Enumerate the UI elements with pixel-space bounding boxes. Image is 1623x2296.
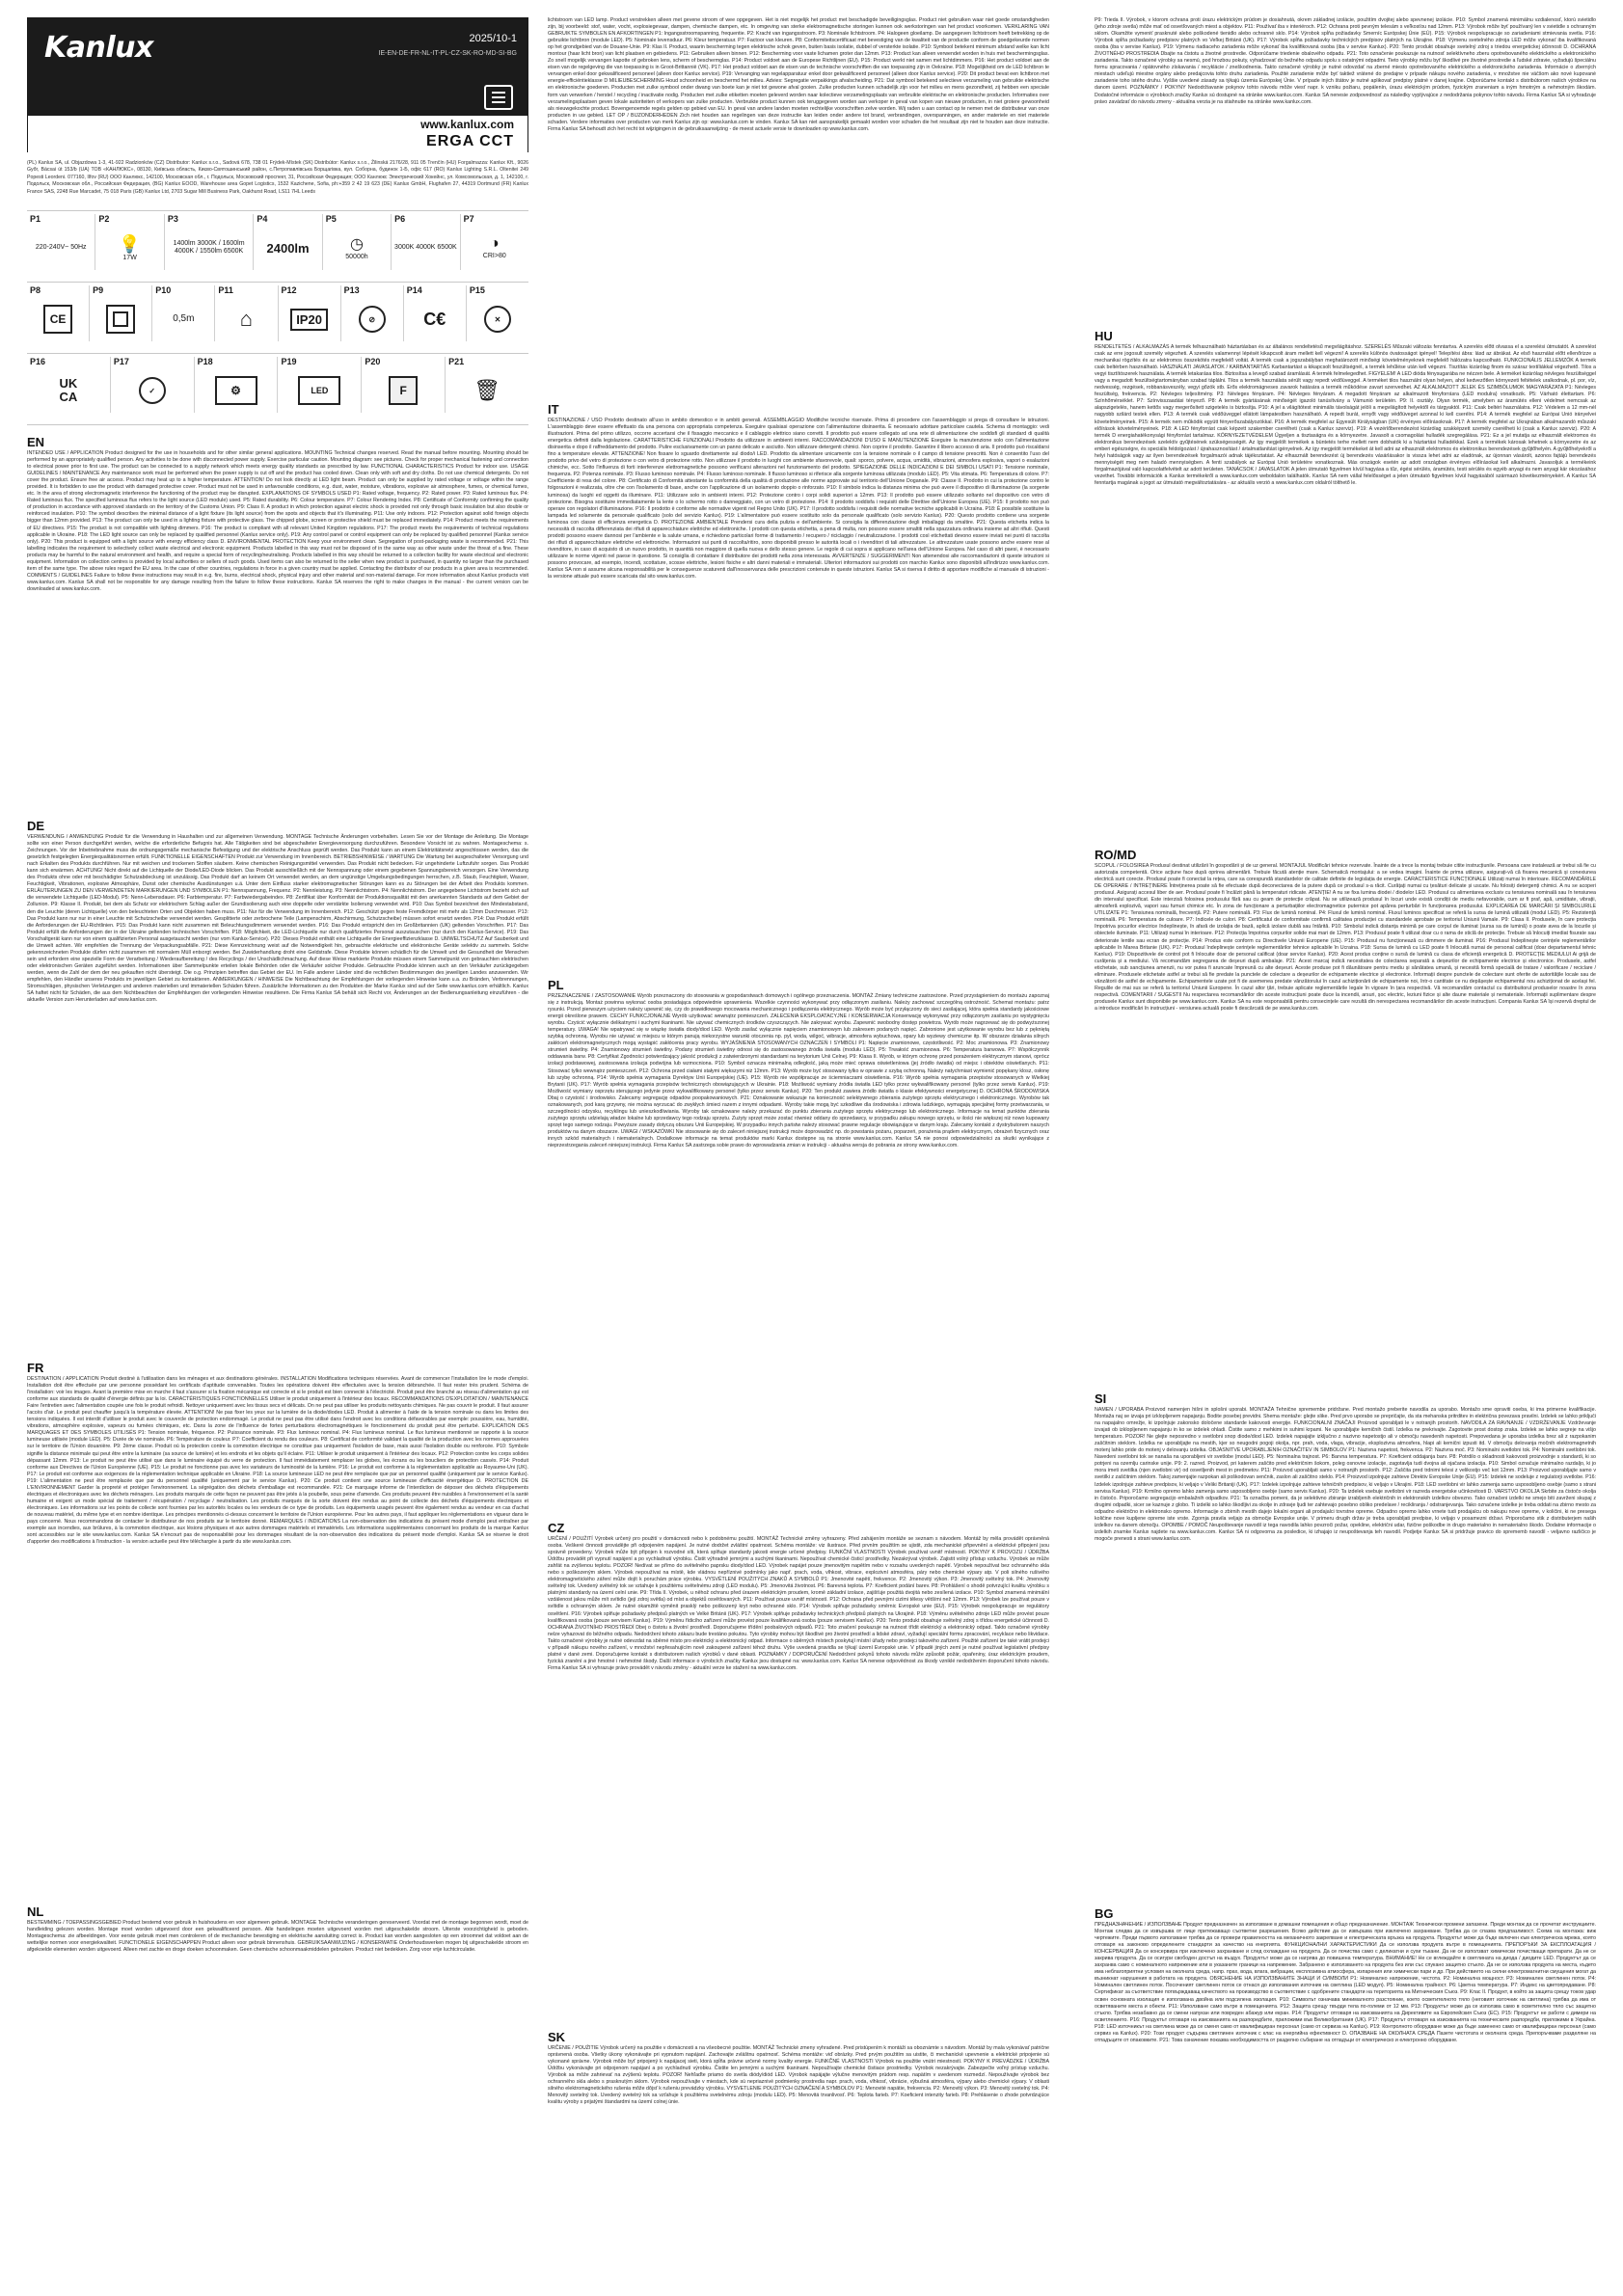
section-text: URČENIE / POUŽITIE Výrobok určený na použitie v domácnosti a na všeobecné použitie. MONTÁŽ Technické zmeny vyhradené. Pred pristúpením k montáži sa oboznámte s návodom. Montáž by mala vykonávať patrične oprávnená osoba. Všetky úkony vykonávajte pri vypnutom napájaní. Zachovajte zvláštnu opatrnosť. Schéma montáže: viď obrázky. Pred prvým použitím sa uistite, či mechanické upevnenie a elektrické pripojenie sú vykonané správne. Výrobok môže byť pripojený k napájacej sieti, ktorá spĺňa právne určené normy kvality energie. FUNKČNÉ VLASTNOSTI Výrobok na použitie vnútri miestností. POKYNY K PREVÁDZKE / ÚDRŽBA Údržbu vykonávajte pri odpojenom napájaní a po vychladnutí výrobku. Čistite len jemnými a suchými tkaninami. Nepoužívajte chemické čistiace prostriedky. Výrobok nezakrývajte. Zabezpečte voľný prístup vzduchu. Výrobok sa môže zahrievať na zvýšenú teplotu. POZOR! Nehľaďte priamo do svetla diódy/diód LED. Výrobok napájajte výlučne menovitým prúdom resp. napätím v uvedenom rozmedzí. Nepoužívajte výrobok bez ochranného skla alebo s prasknutým sklom. Výrobok nepoužívajte v miestach, kde sú nepriaznivé podmienky prostredia napr. prach, voda, vlhkosť, vibrácie, výbušná atmosféra, výpary alebo chemické výpary. V oblasti silného elektromagnetického rušenia môže dôjsť k rušeniu prevádzky výrobku. VYSVETLENIE POUŽITÝCH OZNAČENÍ A SYMBOLOV P1: Menovité napätie, frekvencia. P2: Menovitý výkon. P3: Menovitý svetelný tok. P4: Menovitý svetelný tok. Uvedený svetelný tok sa vzťahuje k použitému svetelnému zdroju (modulu LED). P5: Menovitá trvanlivosť. P6: Teplota farieb. P7: Koeficient intenzity farieb. P8: Prehlásenie o zhode potvrdzujúce kvalitu výroby s prijatými štandardmi na území colnej únie. [548,2045,1049,2106]
pictogram-row-2 [27,285,528,341]
voltage-text: 220-240V~ 50Hz [35,244,87,251]
section-text: ПРЕДНАЗНАЧЕНИЕ / ИЗПОЛЗВАНЕ Продукт предназначен за използване в домашни помещения и общо предназначение. МОНТАЖ Технически промени запазени. Преди монтаж да се прочетат инструкциите. Монтаж следва да се извършва от лице притежаващо съответни разрешения. Всяко действие да се извършва при изключено захранване. Трябва да се спазва предпазливост. Схема на монтажа: виж чертежите. Преди първото използване трябва да се провери правилността на механичното закрепване и електрическата връзка на продукта. Продуктът може да бъде включен към електрическа мрежа, която отговаря на законово определените стандарти за качество на енергията. ФУНКЦИОНАЛНИ ХАРАКТЕРИСТИКИ Да се използва продукта вътре в помещенията. ПРЕПОРЪКИ ЗА ЕКСПЛОАТАЦИЯ / КОНСЕРВАЦИЯ Да се консервира при изключено захранване и след охлаждане на продукта. Да се почиства само с деликатни и сухи тъкани. Да не се използват химически почистващи препарати. Да не се закрива продукта. Да се осигури свободен достъп на въздух. Продуктът може да се нагрява до повишена температура. ВНИМАНИЕ! Не се вглеждайте в светлината на диода / диодите LED. Продуктът да се захранва само с номиналното напрежение или в указаните граници на напрежение. Забранено е използването на продукта без или със спукано защитно стъкло. Да не се използва продукта на места, където има неблагоприятни условия на околната среда, напр. прах, вода, влага, вибрации, експлозивна атмосфера, изпарения или химически пари и др. При действието на силни електромагнитни смущения могат да възникнат нарушения в работата на продукта. ОБЯСНЕНИЕ НА ИЗПОЛЗВАНИТЕ ЗНАЦИ И СИМВОЛИ P1: Номинално напрежение, честота. P2: Номинална мощност. P3: Номинален светлинен поток. P4: Номинален светлинен поток. Посоченият светлинен поток се отнася до използвания източник на светлина (LED модул). P5: Номинална трайност. P6: Цветна температура. P7: Индекс на цветопредаване. P8: Сертификат за съответствие потвърждаващ качеството на производство в съответствие с одобрените стандарти на територията на Митническия Съюз. P9: Клас II. Продукт, в който за защита срещу токов удар освен основната изолация е използвана двойна или подсилена изолация. P10: Символът означава минималното разстояние, което осветителното тяло (неговият източник на светлина) трябва да има от осветяваните места и обекти. P11: Използване само вътре в помещенията. P12: Защита срещу твърди тела по-големи от 12 мм. P13: Продуктът може да се използва само в осветително тяло със защитно стъкло. Трябва незабавно да се смени напукан или повреден абажур или екран. P14: Продуктът отговаря на изискванията на Директивите на Европейския Съюз (ЕС). P15: Продуктът не работи с димери на осветлението. P16: Продуктът отговаря на изискванията на разпоредбите, приложими във Великобритания (UK). P17: Продуктът отговаря на изискванията на техническите разпоредби, приложими в Украйна. P18: LED източникът на светлина може да се сменя само от квалифициран персонал (само от сервиза на Kanlux). P19: Контролното оборудване може да бъде заменено само от квалифициран персонал (само сервиз на Kanlux). P20: Този продукт съдържа светлинен източник с клас на енергийна ефективност D. ОПАЗВАНЕ НА ОКОЛНАТА СРЕДА Пазете чистотата и околната среда. Препоръчваме разделяне на отпадъците от опаковките. P21: Това означение показва необходимостта от разделно събиране на отпадъци от електрическо и електронно оборудване. [1095,1922,1596,2043]
pictogram-p5 [323,214,392,270]
divider [27,210,528,211]
header-title-band [27,116,528,152]
section-text: DESTINAZIONE / USO Prodotto destinato all'uso in ambito domestico e in ambiti generali. ASSEMBLAGGIO Modifiche tecniche riservate. Prima di procedere con l'assemblaggio si prega di consultare le istruzioni. L'assemblaggio deve essere effettuato da una persona con appropriata competenza. Eseguire qualsiasi operazione con l'alimentazione disinserita. È necessario adottare particolare cautela. Schema di montaggio: vedi illustrazioni. Prima del primo utilizzo, occorre accertarsi che il fissaggio meccanico e il cablaggio elettrico siano corretti. Il prodotto può essere collegato ad una rete di alimentazione che soddisfi gli standard di qualità energetica definiti dalla legislazione. CARATTERISTICHE FUNZIONALI Prodotto da utilizzare in ambienti interni. RACCOMANDAZIONI D'USO E MANUTENZIONE Eseguire la manutenzione solo con l'alimentazione disinserita e dopo il raffreddamento del prodotto. Pulire esclusivamente con un panno delicato e asciutto. Non utilizzare detergenti chimici. Non coprire il prodotto. Garantire il libero accesso di aria. Il prodotto può riscaldarsi fino a temperature elevate. ATTENZIONE! Non fissare lo sguardo direttamente sul diodo/i LED. Prodotto da alimentare unicamente con la tensione nominale o il campo di tensione prescritti. Non è consentito l'uso del prodotto privo del vetro di protezione o con vetro di protezione rotto. Non utilizzare il prodotto in luoghi con ambiente sfavorevole, quali: sporco, polvere, acqua, umidità, vibrazioni, atmosfera esplosiva, vapori o esalazioni chimiche, ecc. Sotto l'influenza di forti interferenze elettromagnetiche possono verificarsi alterazioni nel funzionamento del prodotto. SPIEGAZIONE DELLE INDICAZIONI E DEI SIMBOLI USATI P1: Tensione nominale, frequenza. P2: Potenza nominale. P3: Flusso luminoso nominale. P4: Flusso luminoso nominale. Il flusso luminoso si riferisce alla sorgente luminosa utilizzata (modulo LED). P5: Vita stimata. P6: Temperatura di colore. P7: Coefficiente di resa del colore. P8: Certificato di Conformità attestante la conformità della qualità di produzione alle norme approvate sul territorio dell'Unione Doganale. P9: Classe II. Prodotto in cui la protezione contro le folgorazioni è realizzata, oltre che con l'isolamento di base, anche con l'applicazione di un isolamento doppio o rinforzato. P10: Il simbolo indica la distanza minima che può avere il dispositivo di illuminazione (la sorgente luminosa) da luoghi ed oggetti da illuminare. P11: Utilizzare solo in ambienti interni. P12: Protezione contro i corpi solidi superiori a 12mm. P13: Il prodotto può essere utilizzato soltanto nel dispositivo con vetro di protezione. Bisogna sostituire immediatamente la lente o lo schermo rotto o danneggiato, con un vetro di protezione. P14: Il prodotto soddisfa i requisiti delle Direttive dell'Unione Europea (UE). P15: Il prodotto non può operare con regolatori d'illuminazione. P16: Il prodotto è conforme alle normative vigenti nel Regno Unito (UK). P17: Il prodotto soddisfa i requisiti delle normative tecniche applicabili in Ucraina. P18: È possibile sostituire la lampada led solamente da personale qualificato (solo del servizio Kanlux). P19: L'alimentatore può essere sostituito solo da personale qualificato (solo servizio Kanlux). P20: Questo prodotto contiene una sorgente luminosa con classe di efficienza energetica D. PROTEZIONE AMBIENTALE Prendersi cura della pulizia e dell'ambiente. Si consiglia la differenziazione degli imballaggi da smaltire. P21: Questa etichetta indica la necessità di raccolta differenziata dei rifiuti di apparecchiature elettriche ed elettroniche. I prodotti con questa etichetta, a pena di multa, non possono essere smaltiti nella spazzatura ordinaria insieme ad altri rifiuti. Questi prodotti possono essere dannosi per l'ambiente e la salute umana, e richiedono particolari forme di trattamento / recupero / riciclaggio / neutralizzazione. I prodotti così etichettati devono essere inviati nei punti di raccolta dei rifiuti di apparecchiature elettriche ed elettroniche. Informazioni sui punti di raccolta/ritiro, sono disponibili presso le autorità locali o i rivenditori di tali attrezzature. Le attrezzature usate possono anche essere rese al rivenditore, in caso di acquisto di un nuovo prodotto, in quantità non maggiore di quella nuova e dello stesso genere. Le regole di cui sopra si applicano nell'area dell'Unione Europea. Nel caso di altri paesi, è necessario utilizzare le norme vigenti nel paese in questione. Si consiglia di contattare il distributore dei prodotti nella zona interessata. AVVERTENZE / SUGGERIMENTI Non attenendosi alle raccomandazioni di queste istruzioni si possono provocare, ad esempio, incendi, scottature, scosse elettriche, lesioni fisiche e altri danni materiali e immateriali. Ulteriori informazioni sui prodotti con marchio Kanlux sono disponibili all'indirizzo www.kanlux.com. Kanlux SA non si assume alcuna responsabilità per le conseguenze scaturenti dall'inosservanza delle prescrizioni contenute in queste istruzioni. Kanlux SA si riserva il diritto di apportare modifiche al manuale di istruzioni - la versione attuale può essere scaricata dal sito www.kanlux.com. [548,418,1049,581]
section-text: P9: Trieda II. Výrobok, v ktorom ochrana proti úrazu elektrickým prúdom je dosiahnutá, okrem základnej izolácie, použitím dvojitej alebo spevnenej izolácie. P10: Symbol znamená minimálnu vzdialenosť, ktorú svietidlo (jeho zdroje svetla) môže mať od osvetľovaných miest a objektov. P11: Používať iba v interiéroch. P12: Ochrana proti pevným telesám s veľkosťou nad 12mm. P13: Výrobok môže byť používaný len v svietidle s ochranným sklom. Okamžite vymeniť prasknuté alebo poškodené tienidlo alebo ochranné sklo. P14: Výrobok spĺňa požiadavky Smerníc Európskej Únie (EÚ). P15: Výrobok nespolupracuje so zariadeniami stmievania svetla. P16: Výrobok spĺňa požiadavky predpisov platných vo Veľkej Británii (UK). P17: Výrobok spĺňa požiadavky technických predpisov platných na Ukrajine. P18: Výmenu svetelného zdroja LED môže vykonať iba kvalifikovaná osoba (iba v servise Kanlux). P19: Výmenu riadiaceho zariadenia môže vykonať iba kvalifikovaná osoba (iba v servise Kanlux). P20: Tento produkt obsahuje svetelný zdroj s triedou energetickej účinnosti D. OCHRANA ŽIVOTNÉHO PROSTREDIA Dbajte na čistotu a životné prostredie. Odporúčame triedenie obalového odpadu. P21: Toto označenie poukazuje na nutnosť selektívneho zberu opotrebovaného elektrického a elektronického zariadenia. Takto označené výrobky sa nesmú, pod hrozbou pokuty, vyhadzovať do bežného odpadu spolu s ostatnými odpadmi. Tieto výrobky môžu byť škodlivé pre životné prostredie a ľudské zdravie, vyžadujú špeciálnu formu spracovania / opätovného získavania / recyklácie / zneškodnenia. Takto označené výrobky je nutné odovzdať na zberné miesto opotrebovaného elektrického a elektronického zariadenia. Informácie o zberných miestach udeľujú miestne orgány alebo predajcovia tohto druhu zariadenia. Použité zariadenie môže byť taktiež vrátené do predajne v prípade nákupu nového zariadenia, v množstve nie väčšom ako nové kupované zariadenie toho istého druhu. Vyššie uvedené zásady sa týkajú územia Európskej Únie. V prípade iných štátov je nutné aplikovať predpisy platné v danej krajine. Odporúčame kontakt s distribútorom našich výrobkov na danom území. POZNÁMKY / POKYNY Nedodržiavanie pokynov tohto návodu môže viesť napr. k vzniku požiaru, popálenín, úrazu elektrickým prúdom, fyzickým zraneniam a iným hmotným a nehmotným škodám. Dodatočné informácie o výrobkoch značky Kanlux sú dostupné na stránke www.kanlux.com. Kanlux SA nenesie zodpovednosť za následky vyplývajúce z nedodržania pokynov tohto návodu. Firma Kanlux SA si vyhradzuje právo zavádzať do návodu zmeny - aktuálna verzia je na stiahnutie na stránke www.kanlux.com. [1095,17,1596,105]
section-cz [548,1522,1049,1672]
class-ii-icon [106,305,135,334]
power-text: 17W [122,254,137,261]
section-pl [548,979,1049,1149]
ce-mark-icon: C€ [423,309,446,329]
pictogram-p19 [278,357,362,413]
document-code-sub: IE-EN-DE-FR-NL-IT-PL-CZ-SK-RO-MD-SI-BG [378,50,517,57]
no-dimmer-icon: ✕ [484,306,511,333]
language-heading: SK [548,2030,566,2044]
pictogram-p16 [27,357,111,413]
pictogram-p20 [362,357,446,413]
ukraine-conformity-icon: ✓ [139,377,166,404]
pictogram-code: P1 [30,214,41,224]
language-heading: FR [27,1361,44,1375]
pictogram-p10 [152,285,215,341]
pictogram-code: P9 [93,285,104,295]
language-heading: DE [27,819,45,833]
section-text: RENDELTETÉS / ALKALMAZÁS A termék felhasználható háztartásban és az általános rendeltetésű megvilágításhoz. SZERELÉS Műszaki változás fenntartva. A szerelés előtt olvassa el a szerelési útmutatót. A szerelést csak az erre jogosult személy végezheti. A szerelés valamennyi lépését kikapcsolt áram mellett kell végezni! A szerelés különös óvatosságot igényel! Telepítési ábra: lásd az ábrákat. Az első használat előtt ellenőrizze a mechanikai rögzítés és az elektromos összekötés megfelelő voltát. A termék csak a jogszabályban meghatározott minőségi követelményeknek megfelelő hálózatra kapcsolható. FUNKCIONÁLIS JELLEMZŐK A termék csak beltérben használható. HASZNÁLATI JAVASLATOK / KARBANTARTÁS Karbantartást a kikapcsolt feszültségnél, a termék lehűlése után kell végezni. Tisztítás kizárólag finom és száraz textíliákkal végezhető. Tilos a vegyi tisztítószerek használata. A termék letakarása tilos. Biztosítsa a levegő szabad áramlását. A termék felmelegedhet. FIGYELEM! A LED dióda fénysugarába ne nézzen bele. A terméket kizárólag névleges feszültséggel vagy a megadott feszültségtartományban szabad táplálni. Tilos a termék használata sérült vagy repedt védőüveggel. A terméket tilos használni olyan helyen, ahol kedvezőtlen környezeti feltételek uralkodnak, pl. por, víz, nedvesség, rezgések, robbanásveszély, vegyi gőzök stb. Erős elektromágneses zavarok hatására a termék működése zavart szenvedhet. AZ ALKALMAZOTT JELEK ÉS SZIMBÓLUMOK MAGYARÁZATA P1: Névleges feszültség, frekvencia. P2: Névleges teljesítmény. P3: Névleges fényáram. P4: Névleges fényáram. A megadott fényáram az alkalmazott fényforrásra (LED modulra) vonatkozik. P5: Várható élettartam. P6: Színhőmérséklet. P7: Színvisszaadási tényező. P8: A termék gyártásának minőségét igazoló tanúsítvány a Vámunió területén. P9: II. osztály. Olyan termék, amelyben az áramütés elleni védelmet nemcsak az alapszigetelés, hanem kettős vagy megerősített szigetelés is biztosítja. P10: A jel a világítótest minimális távolságát jelöli a megvilágított helyektől és tárgyaktól. P11: Csak beltéri használatra. P12: Védelem a 12 mm-nél nagyobb szilárd testek ellen. P13: A termék csak védőüveggel ellátott lámpatestben használható. A repedt burát, ernyőt vagy védőüveget azonnal ki kell cserélni. P14: A termék megfelel az Európai Unió irányelvei követelményeinek. P15: A termék nem működik együtt fényerőszabályozókkal. P16: A termék megfelel az Egyesült Királyságban (UK) érvényes előírásoknak. P17: A termék megfelel az Ukrajnában alkalmazandó műszaki előírások követelményeinek. P18: A LED fényforrást csak képzett szakember cserélheti (csak a Kanlux szerviz). P19: A vezérlőberendezést kizárólag szakképzett személy cserélheti ki (csak a Kanlux szerviz). P20: A termék D energiahatékonysági fényforrást tartalmaz. KÖRNYEZETVÉDELEM Ügyeljen a tisztaságra és a környezetre. Javasolt a csomagolási hulladék szegregálása. P21: Ez a jel mutatja az elhasznált elektromos és elektronikus berendezések szelektív gyűjtésének szükségességét. Az így megjelölt termékek a büntetés terhe mellett nem dobhatók ki a háztartási hulladékkal. Ezek a termékek károsak lehetnek a környezetre és az emberi egészségre, és speciális feldolgozást / újrahasznosítást / ártalmatlanítást igényelnek. Az így megjelölt termékeket át kell adni az elhasznált elektromos és elektronikus berendezések gyűjtőhelyén. A gyűjtőhelyekről a helyi hatóságok vagy az ilyen berendezések forgalmazói adnak tájékoztatást. Az elhasznált berendezést új berendezés vásárlásakor is vissza lehet adni az eladónak, az újonnan vásárolt, azonos fajtájú berendezés mennyiségét meg nem haladó mennyiségben. A fenti szabályok az Európai Unió területére vonatkoznak. Más országok esetén az adott országban érvényes előírásokat kell alkalmazni. Javasoljuk a termékeink forgalmazójával való kapcsolatfelvételt az adott területen. TANÁCSOK / JAVASLATOK A jelen útmutató figyelmen kívül hagyása a tűz, égési sérülés, áramütés, testi sérülés és egyéb anyagi és nem anyagi kár okozásához vezethet. További információk a Kanlux termékekről a www.kanlux.com weboldalon találhatók. Kanlux SA nem vállal felelősséget a jelen útmutató figyelmen kívül hagyásából származó következményekért. A Kanlux SA fenntartja magának a jogot az útmutató megváltoztatására - az aktuális verzió a www.kanlux.com oldalról tölthető le. [1095,344,1596,486]
pictogram-code: P11 [218,285,233,295]
section-text: BESTEMMING / TOEPASSINGSGEBIED Product bestemd voor gebruik in huishoudens en voor algemeen gebruik. MONTAGE Technische veranderingen gereserveerd. Voordat met de montage begonnen wordt, moet de handleiding gelezen worden. Montage moet worden uitgevoerd door een gekwalificeerd persoon. Alle handelingen moeten uitgevoerd worden met uitgeschakelde stroom. Uiterste voorzichtigheid is geboden. Montageschema: zie afbeeldingen. Voor eerste gebruik moet men controleren of de mechanische bevestiging en elektrische aansluiting correct is. Product kan worden aangesloten op een stroomnet dat voldoet aan de wettelijke normen voor energiekwaliteit. FUNCTIONELE EIGENSCHAPPEN Product alleen voor gebruik binnenshuis. GEBRUIKSAANWIJZING / KONSERWATIE Onderhoudswerken mogen bij uitgeschakelde stroom en afgekoelde elementen worden uitgevoerd. Alleen met zachte en droge doeken schoonmaken. Geen chemische schoonmaakmiddelen gebruiken. Product niet bedekken. Zorg voor vrije luchtcirculatie. [27,1920,528,1954]
section-de [27,820,528,1004]
ip-rating-icon: IP20 [290,309,328,331]
pictogram-p9 [90,285,152,341]
product-name: ERGA CCT [426,133,514,149]
pictogram-code: P18 [197,357,213,366]
pictogram-code: P19 [281,357,297,366]
document-code [379,33,518,57]
section-en [27,436,528,593]
language-heading: SI [1095,1391,1107,1406]
indoor-house-icon: ⌂ [239,307,254,331]
control-gear-icon: LED [298,376,340,405]
brand-logo: Kanlux [44,31,153,65]
pictogram-p8 [27,285,90,341]
pictogram-p6 [392,214,460,270]
language-heading: PL [548,978,564,992]
website-link[interactable]: www.kanlux.com [420,118,514,131]
pictogram-code: P12 [281,285,297,295]
pictogram-p2 [95,214,164,270]
energy-class-icon: F [389,376,418,405]
pictogram-code: P4 [257,214,268,224]
header-banner [27,17,528,152]
pictogram-code: P5 [325,214,337,224]
section-text: lichtstroom van LED lamp. Product verstrekken alleen met gevene stroom of wee opgegeven. Het is niet mogelijk het product met beschadigde beveiligingsglas. Product niet gebruiken waar niet goede omstandigheden zijn, bij voorbeeld: stof, water, vocht, explosiegevaar, dampen, chemische dampen, etc. In omgeving van sterke elektromagnetische storingen kunnen ook werkstoringen van het product voorkomen. VERKLARING VAN GEBRUIKTE SYMBOLEN EN AFKORTINGEN P1: Ingangsstroomspanning, frequentie. P2: Kracht van ingangsstroom. P3: Nominale lichtstroom. P4: Halogeen gloeilamp. De aangegeven lichtstroom heeft betrekking op de gebruikte lichtbron (module LED). P5: Nominale levensduur. P6: Kleur temperatuur. P7: Factoor van kleuren. P8: Conformiteitscertificaat met bevestiging van de kwaliteit van de productie conform de goedgekeurde normen op het grondgebied van de Douane-Unie. P9: Klas II. Product, waarin bescherming tegen elektrische schok geven, buiten basis isolatie, dubbel of versterkte isolatie. P10: Symbool betekent minimum afstand welke kan licht montour (haar licht bron) van licht plaatsen en gebiedens. P11: Gebruiken alleen binnen. P12: Bescherming voor vaste lichamen groter dan 12mm. P13: Product kan alleen verwendet worden in huis met beschermingsglas. Zo snell mogelijk vervangen kapotte of gebroken lens, scherm of beschermglas. P14: Product voldoet aan de Europese Richtlijnen (EU). P15: Product werkt niet samen met lichtdimmers. P16: Het product voldoet aan de eisen van de regelgeving die van toepassing is in Groot-Brittannië (VK). P17: Het product voldoet aan de eisen van de technische voorschriften die van toepassing zijn in Oekraïne. P18: Mogelijkheid om de LED lichtbron te vervangen enkel door gekwalificeerd personeel (alleen door Kanlux service). P19: Vervanging van regelapparatuur enkel door gekwalificeerd personeel (alleen door Kanlux service). P20: Dit product bevat een lichtbron met energie-efficiëntieklasse D MILIEUBESCHERMING Houd schoonheid en beschermd het milieu. Advies: Segregatie verpakkings afvalscheiding. P21: Dat symbool betekend selectieve verzameling van gebruikte elektrische en elektronische goederen. Producten met zulke symbool onder dwang van boete kan je niet tot gewone afval gooien. Zulke producten kunnen schadelijk zijn voor het milieu en mens gezondheid, zij hebben een speciale form van verwerken / herstel / recycling / inactivatie nodig. Producten met zulke etiketten moeten geleverd worden naar kolectieve verzamelingsplaats van verbruikte elektrische en elektronische producten. Informaties over verzamelingsplaatsen geven lokale autoriteiten of verkopers van zulke producten. Verbruikte product kunnen ook teruggegeven worden aan verkoper in geval van kopen van nieuwe producten, in niet grotere gewoonheid als nieuwgekochte product. Bovengenoemde regels gelden op gebied van EU. In geval van andere landen moeten rechtelijke voorschriften zelve worden. Wij raden u aan contact op te nemen met de distributeur van onze producten in uw gebied. LET OP / BIJZONDERHEDEN Zich niet houden aan regelingen van deze instructie kan leiden onder andere tot brand, verbrandingen, overspanningen, en ander materiele en niet materiele schaden. Verdere informaties over producten van merk Kanlux zijn op: www.kanlux.com te vinden. Kanlux SA kan niet aansprakelijk gemaakt worden voor schaden die het resultaat zijn niet te houden aan deze instructie. Firma Kanlux SA behoudt zich het recht tot wijzigingen in de gebruiksaanwijzing - de meest actuele versie te downloaden op www.kanlux.com. [548,17,1049,132]
lifetime-text: 50000h [345,254,368,260]
pictogram-row-3 [27,357,528,413]
manual-icon [484,85,513,110]
color-wheel-icon: ◑ [489,235,500,252]
pictogram-p17 [111,357,195,413]
pictogram-code: P14 [406,285,422,295]
section-text: INTENDED USE / APPLICATION Product designed for the use in households and for other similar general applications. MOUNTING Technical changes reserved. Read the manual before mounting. Mounting should be performed by an appropriately qualified person. Any activities to be done with disconnected power supply. Exercise particular caution. Mounting diagram: see pictures. Check for proper mechanical fastening and connection to electrical power prior to first use. The product can be connected to a supply network which meets energy quality standards as prescribed by law. FUNCTIONAL CHARACTERISTICS Product for indoor use. USAGE GUIDELINES / MAINTENANCE Any maintenance work must be performed when the power supply is cut off and the product has cooled down. Clean only with soft and dry cloths. Do not use chemical detergents. Do not cover the product. Ensure free air access. Product may heat up to a higher temperature. ATTENTION! Do not look directly at LED light beam. Product can only be supplied by rated voltage or voltage within the range provided. It is forbidden to use the product with damaged protective cover. Product must not be used in unfavourable conditions, e.g. dust, water, moisture, vibrations, explosive air atmosphere, fumes, or chemical fumes, etc. In the area of strong electromagnetic interference the functioning of the product may be disrupted. EXPLANATIONS OF SYMBOLS USED P1: Rated voltage, frequency. P2: Rated power. P3: Rated luminous flux. P4: Rated luminous flux. The specified luminous flux refers to the light source (LED module) used. P5: Rated durability. P6: Colour temperature. P7: Colour Rendering Index. P8: Certificate of Conformity confirming the quality of production in accordance with approved standards on the territory of the Customs Union. P9: Class II. A product in which protection against electric shock is provided not only through basic insulation but also double or reinforced insulation. P10: The symbol describes the minimal distance of a light fixture (its light source) from the spots and objects that it's illuminating. P11: Use only indoors. P12: Protection against solid foreign objects bigger than 12mm provided. P13: The product can only be used in a lighting fixture with protective glass. The chipped globe, screen or protective shield must be replaced immediately. P14: Product meets the requirements of EU directives. P15: The product is not compatible with lighting dimmers. P16: The product is compliant with all relevant United Kingdom regulations. P17: The product meets the requirements of technical regulations applicable in Ukraine. P18: The LED light source can only be replaced by qualified personnel (Kanlux service only). P19: Any control panel or control equipment can only be replaced by qualified personnel (Kanlux service only). P20: This product is equipped with a light source with energy efficiency class D. ENVIRONMENTAL PROTECTION Keep your environment clean. Segregation of post-packaging waste is recommended. P21: This labelling indicates the requirement to selectively collect waste electrical and electronic equipment. Products labelled in this way must not be disposed of in the same way as other waste under the threat of a fine. These products may be harmful to the natural environment and health, and require a special form of recycling/neutralising. Products labelled in this way should be returned to a collection facility for waste electrical and electronic equipment. Information on collection centres is provided by local authorities or sellers of such goods. Used items can also be returned to the seller when new product is purchased, in quantity no larger than the purchased item of the same type. The above rules regard the EU area. In the case of other countries, regulations in force in a given country must be applied. Contacting the distributor of our products in a given area is recommended. COMMENTS / GUIDELINES Failure to follow these instructions may result in e.g. fire, burns, electrical shock, physical injury and other material and non-material damage. For more information about Kanlux products visit www.kanlux.com. Kanlux SA shall not be responsible for any damage resulting from the failure to follow these instructions. Kanlux SA reserves the right to make changes in the manual - the current version can be downloaded at www.kanlux.com. [27,450,528,592]
language-heading: BG [1095,1906,1114,1921]
language-heading: NL [27,1904,44,1919]
section-text: PRZEZNACZENIE / ZASTOSOWANIE Wyrób przeznaczony do stosowania w gospodarstwach domowych i ogólnego przeznaczenia. MONTAŻ Zmiany techniczne zastrzeżone. Przed przystąpieniem do montażu zapoznaj się z instrukcją. Montaż powinna wykonać osoba posiadająca odpowiednie uprawnienia. Wszelkie czynności wykonywać przy odłączonym zasilaniu. Należy zachować szczególną ostrożność. Schemat montażu: patrz rysunki. Przed pierwszym użyciem należy upewnić się, czy do prawidłowego mocowania mechanicznego i podłączenia elektrycznego. Wyrób może być przyłączony do sieci zasilającej, która spełnia standardy jakościowe energii określone prawem. CECHY FUNKCJONALNE Wyrób użytkować wewnątrz pomieszczeń. ZALECENIA EKSPLOATACYJNE / KONSERWACJA Konserwację wykonywać przy odłączonym zasilaniu po wystygnięciu wyrobu. Czyścić wyłącznie delikatnymi i suchymi tkaninami. Nie używać chemicznych środków czyszczących. Nie zakrywać wyrobu. Zapewnić swobodny dostęp powietrza. Wyrób może nagrzewać się do podwyższonej temperatury. UWAGA! Nie wpatrywać się w wiązkę światła diody/diod LED. Wyrób zasilać wyłącznie napięciem znamionowym lub zakresem podanych napięć. Zabronione jest użytkowanie wyrobu bez lub z pękniętą szybką ochronną. Wyrobu nie używać w miejscu w którym panują niekorzystne warunki otoczenia np. pył, woda, wilgoć, wibracje, atmosfera wybuchowa, opary lub wyziewy chemiczne itp. W obszarze działania silnych zakłóceń elektromagnetycznych mogą wystąpić zakłócenia pracy wyrobu. WYJAŚNIENIA STOSOWANYCH OZNACZEŃ I SYMBOLI P1: Napięcie znamionowe, częstotliwość. P2: Moc znamionowa. P3: Znamionowy strumień świetlny. P4: Znamionowy strumień świetlny. Podany strumień świetlny odnosi się do zastosowanego źródła światła (modułu LED). P5: Trwałość znamionowa. P6: Temperatura barwowa. P7: Współczynnik oddawania barw. P8: Certyfikat Zgodności potwierdzający jakość produkcji z zatwierdzonymi standardami na terytorium Unii Celnej. P9: Klasa II. Wyrób, w którym ochronę przed porażeniem elektrycznym stanowi, oprócz izolacji podstawowej, zastosowana izolacja podwójna lub wzmocniona. P10: Symbol oznacza minimalną odległość, jaką może mieć oprawa oświetleniowa (jej źródło światła) od miejsc i obiektów oświetlanych. P11: Stosować tylko wewnątrz pomieszczeń. P12: Ochrona przed ciałami stałymi większymi niż 12mm. P13: Wyrób może być stosowany tylko w oprawie z szybą ochronną. Należy natychmiast wymienić popękany klosz, osłonę lub szybę ochronną. P14: Wyrób spełnia wymagania Dyrektyw Unii Europejskiej (UE). P15: Wyrób nie współpracuje ze ściemniaczami oświetlenia. P16: Wyrób spełnia wymagania przepisów stosowanych w Wielkiej Brytanii (UK). P17: Wyrób spełnia wymagania przepisów technicznych obowiązujących w Ukrainie. P18: Możliwość wymiany źródła światła LED tylko przez wykwalifikowany personel (tylko przez serwis Kanlux). P19: Możliwość wymiany osprzętu sterującego jedynie przez wykwalifikowany personel (tylko przez serwis Kanlux). P20: Ten produkt zawiera źródło światła o klasie efektywności energetycznej D. OCHRONA ŚRODOWISKA Dbaj o czystość i środowisko. Zalecamy segregację odpadów poopakowaniowych. P21: Oznakowanie wskazuje na konieczność selektywnego zbierania zużytego sprzętu elektrycznego i elektronicznego. Wyrobów tak oznakowanych, pod karą grzywny, nie można wyrzucać do zwykłych śmieci razem z innymi odpadami. Wyroby takie mogą być szkodliwe dla środowiska i zdrowia ludzkiego, wymagają specjalnej formy przetwarzania, w szczególności odzysku, recyklingu lub unieszkodliwiania. Wyroby tak oznakowane należy przekazać do punktu zbierania zużytego sprzętu elektrycznego lub elektronicznego. Informacje na temat punktów zbierania zużytego sprzętu udzielają władze lokalne lub sprzedawcy tego rodzaju sprzętu. Zużyty sprzęt może zostać również oddany do sprzedawcy, w przypadku zakupu nowego sprzętu, w ilości nie większej niż nowo kupowany sprzęt tego samego rodzaju. Powyższe zasady dotyczą obszaru Unii Europejskiej. W przypadku innych państw należy stosować prawne regulacje obowiązujące w danym kraju. Zalecamy kontakt z dystrybutorem naszych produktów na danym obszarze. UWAGI / WSKAZÓWKI Nie stosowanie się do zaleceń niniejszej instrukcji może doprowadzić np. do powstania pożaru, poparzeń, porażenia prądem elektrycznym, obrażeń fizycznych oraz innych szkód materialnych i niematerialnych. Dodatkowe informacje na temat produktów marki Kanlux dostępne są na stronie www.kanlux.com. Kanlux SA nie ponosi odpowiedzialności za skutki wynikające z nieprzestrzegania zaleceń niniejszej instrukcji. Firma Kanlux SA zastrzega sobie prawo do wprowadzania zmian w instrukcji - aktualna wersja do pobrania ze strony www.kanlux.com. [548,993,1049,1149]
divider [27,424,528,425]
pictogram-code: P7 [463,214,474,224]
pictogram-code: P8 [30,285,41,295]
pictogram-code: P20 [365,357,381,366]
section-nl [27,1905,528,1954]
pictogram-p11 [215,285,278,341]
certificate-icon: CE [43,305,72,334]
divider [27,353,528,354]
section-nl-continued [548,17,1049,133]
pictogram-p3 [165,214,255,270]
divider [27,282,528,283]
pictogram-p1 [27,214,95,270]
pictogram-code: P17 [113,357,129,366]
pictogram-code: P13 [343,285,360,295]
pictogram-code: P6 [394,214,406,224]
pictogram-p18 [195,357,279,413]
pictogram-p15 [467,285,528,341]
section-text: URČENÍ / POUŽITÍ Výrobek určený pro použití v domácnosti nebo k podobnému použití. MONTÁŽ Technické změny vyhrazeny. Před zahájením montáže se seznam s návodem. Montáž by měla provádět oprávněná osoba. Veškeré činnosti provádějte při odpojeném napájení. Je nutné dodržet zvláštní opatrnost. Schéma montáže: viz ilustrace. Před prvním použitím se ujistit, zda mechanické připevnění a elektrické připojení jsou správně provedeny. Výrobek může být připojen k rozvodné síti, která splňuje standardy jakosti energie určené předpisy. FUNKČNÍ VLASTNOSTI Výrobek používat uvnitř místností. POKYNY K PROVOZU / ÚDRŽBA Údržbu provádět při vypnutí napájení a po vychladnutí výrobku. Čistit výhradně jemnými a suchými tkaninami. Nepoužívat chemické čisticí prostředky. Nezakrývat výrobek. Zajistit volný přístup vzduchu. Výrobek se může zahřát na zvýšenou teplotu. POZOR! Nedívat se přímo do světelného paprsku diody/diod LED. Výrobek napájet pouze jmenovitým napětím nebo v rozsahu uvedených napětí. Výrobek nepoužívat bez ochranného skla nebo s poškozeným sklem. Výrobek nepoužívat na místě, kde vládnou nepříznivé podmínky jako např. prach, voda, vlhkost, vibrace, explozivní atmosféra, páry nebo chemické výpary atp. V poli silného rušivého elektromagnetického záření může dojít k poruchám práce výrobku. VYSVĚTLENÍ POUŽITÝCH ZNAKŮ A SYMBOLŮ P1: Jmenovité napětí, frekvence. P2: Jmenovitý výkon. P3: Jmenovitý světelný tok. P4: Jmenovitý světelný tok. Uvedený světelný tok se vztahuje k použitému světelnému zdroji (LED modulu). P5: Jmenovitá životnost. P6: Barevná teplota. P7: Koeficient podání barev. P8: Prohlášení o shodě potvrzující kvalitu výrobku s platnými standardy na území celní unie. P9: Třída II. Výrobek, u něhož ochranu před úrazem elektrickým proudem, kromě základní izolace, zajišťuje použitá dvojitá nebo zesílená izolace. P10: Symbol znamená minimální vzdálenost jakou může mít svítidlo (její zdroj světla) od míst a objektů osvětlovaných. P11: Používat pouze uvnitř místností. P12: Ochrana před pevnými cizími tělesy většími než 12mm. P13: Výrobek lze používat pouze v svítidle s ochranným sklem. Je nutné okamžitě vyměnit prasklý nebo poškozený kryt nebo ochranné sklo. P14: Výrobek splňuje požadavky směrnic Evropské unie (EU). P15: Výrobek nespolupracuje se regulátory osvětlení. P16: Výrobek splňuje požadavky předpisů platných ve Velké Británii (UK). P17: Výrobek splňuje požadavky technických předpisů platných na Ukrajině. P18: Výměnu světelného zdroje LED může provést pouze kvalifikovaná osoba (pouze servisem Kanlux). P19: Výměnu řídicího zařízení může provést pouze kvalifikovaná osoba (pouze servisem Kanlux). P20: Tento produkt obsahuje světelný zdroj s třídou energetické účinnosti D. OCHRANA ŽIVOTNÍHO PROSTŘEDÍ Dbej o čistotu a životní prostředí. Doporučujeme třídění poobalových odpadů. P21: Toto značení poukazuje na nutnost třídit elektrický a elektronický odpad. Takto označené výrobky nelze vyhazovat do běžného odpadu. Nedodržení tohoto zákazu bude trestáno pokutou. Tyto výrobky mohou být škodlivé pro životní prostředí a lidské zdraví, vyžadují speciální formu zpracování, recyklace nebo likvidace. Takto označené výrobky je nutné odevzdat na sběrné místo pro elektrický a elektronický odpad. Informace o sběrných místech poskytují místní úřady nebo prodejci takového zařízení. Použité zařízení lze také vrátit prodejci v případě nákupu nového zařízení, v množství nepřesahujícím nově zakoupené zařízení téhož druhu. Výše uvedená pravidla se týkají území Evropské unie. V případě jiných zemí je nutné používat legislativní předpisy platné v dané zemi. Doporučujeme kontakt s distributorem našich výrobků v dané oblasti. POZNÁMKY / DOPORUČENÍ Nedodržení pokynů tohoto návodu může způsobit požár, opařeniny, úraz elektrickým proudem, fyzická zranění a jiné hmotné i nehmotné škody. Další informace o výrobcích značky Kanlux jsou dostupné na: www.kanlux.com. Kanlux SA nenese odpovědnost za škody vzniklé nedodržením doporučení tohoto návodu. Firma Kanlux SA si vyhrazuje právo provádět v návodu změny - aktuální verze ke stažení na www.kanlux.com. [548,1536,1049,1671]
section-sk [548,2031,1049,2106]
section-fr [27,1362,528,1546]
pictogram-code: P2 [98,214,110,224]
pictogram-p12 [279,285,341,341]
pictogram-p14 [404,285,467,341]
pictogram-code: P15 [469,285,485,295]
section-text: VERWENDUNG / ANWENDUNG Produkt für die Verwendung in Haushalten und zur allgemeinen Verwendung. MONTAGE Technische Änderungen vorbehalten. Lesen Sie vor der Montage die Anleitung. Die Montage sollte von einer Person durchgeführt werden, welche die erforderliche Befugnis hat. Alle Tätigkeiten sind bei abgeschalteter Energieversorgung durchzuführen. Besondere Vorsicht ist zu wahren. Montageschema: s. Zeichnungen. Vor der Inbetriebnahme muss die ordnungsgemäße mechanische Befestigung und der elektrische Anschluss geprüft werden. Das Produkt kann an einem Elektrizitätsnetz angeschlossen werden, das die gesetzlich festgelegten Energiequalitätsnormen erfüllt. FUNKTIONELLE EIGENSCHAFTEN Produkt zur Verwendung im Innenbereich. BETRIEBSHINWEISE / WARTUNG Die Wartung bei ausgeschalteter Versorgung und nach Erkalten des Produkts durchführen. Nur mit weichen und trockenen Stoffen säubern. Keine chemischen Reinigungsmittel verwenden. Das Produkt nicht bedecken. Für ungehinderte Luftzufuhr sorgen. Das Produkt kann sich erwärmen. ACHTUNG! Nicht direkt auf die Lichtquelle der Diode/LED-Diode blicken. Das Produkt ausschließlich mit der Nennspannung oder einem gegebenen Spannungsbereich versorgen. Eine Verwendung des Produkts ohne oder mit beschädigter Schutzabdeckung ist unzulässig. Das Produkt darf an keinem Ort verwendet werden, an dem ungünstige Umgebungsbedingungen herrschen, z.B. Staub, Feuchtigkeit, Wasser, Feuchtigkeit, Vibrationen, explosive Atmosphäre, Dunst oder chemische Ausdünstungen u.ä. Unter dem Einfluss starker elektromagnetischer Störungen kann es zu Störungen bei der Arbeit des Produkts kommen. ERLÄUTERUNGEN ZU DEN VERWENDETEN MARKIERUNGEN UND SYMBOLEN P1: Nennspannung, Frequenz. P2: Nennleistung. P3: Nennlichtstrom. P4: Nennlichtstrom. Der angegebene Lichtstrom bezieht sich auf die verwendete Lichtquelle (LED-Modul). P5: Nenn-Lebensdauer. P6: Farbtemperatur. P7: Farbwiedergabeindex. P8: Zertifikat über Konformität der Produktionsqualität mit den anerkannten Standards auf dem Gebiet der Zollunion. P9: Klasse II. Produkt, bei dem als Schutz vor elektrischem Schlag außer der Grundisolierung auch eine doppelte oder verstärkte Isolierung verwendet wird. P10: Das Symbol bezeichnet den Mindestabstand, den die Leuchte (deren Lichtquelle) von den beleuchteten Orten und Objekten haben muss. P11: Nur für die Verwendung im Innenbereich. P12: Geschützt gegen feste Fremdkörper mit mehr als 12mm Durchmesser. P13: Das Produkt kann nur nur in einer Leuchte mit Schutzscheibe verwendet werden. Gesplitterte oder zerbrochene Teile (Lampenschirm, Abschirmung, Schutzscheibe) müssen sofort ersetzt werden. P14: Das Produkt erfüllt die Anforderungen der EU-Richtlinien. P15: Das Produkt kann nicht zusammen mit Beleuchtungsdimmern verwendet werden. P16: Das Produkt entspricht den im Großbritannien (UK) geltenden Vorschriften. P17: Das Produkt erfüllt die Anforderungen der in der Ukraine geltenden technischen Vorschriften. P18: Möglichkeit, die LED-Lichtquelle nur durch qualifiziertes Personal auszutauschen (nur durch den Kanlux-Service). P19: Das Vorschaltgerät kann nur von einem qualifizierten Personal ausgetauscht werden (nur vom Kanlux-Service). P20: Dieses Produkt enthält eine Lichtquelle der Energieeffizienzklasse D. UMWELTSCHUTZ Auf Sauberkeit und die Umwelt achten. Wir empfehlen die Trennung der Verpackungsabfälle. P21: Diese Kennzeichnung weist auf die Notwendigkeit hin, gebrauchte elektrische und elektronische Geräte selektiv zu sammeln. Solche gekennzeichneten Produkte dürfen nicht zusammen mit normalem Müll entsorgt werden. Bei Zuwiderhandlung droht eine Geldstrafe. Diese Produkte können schädlich für die Umwelt und die Gesundheit der Menschen sein und erfordern eine spezielle Form der Verarbeitung / Wiederaufbereitung / des Recyclings / der Unschädlichmachung. Auf diese Weise markierte Produkte müssen einem Sammelpunkt von gebrauchten elektrischen oder elektronischen Geräten zugeführt werden. Informationen über Sammelpunkte erteilen lokale Behörden oder die Verkäufer solcher Produkte. Gebrauchte Produkte können auch an den Verkäufer zurückgegeben werden, wenn die Zahl der dem der neu gekauften nicht übersteigt. Die o.g. Prinzipien betreffen das Gebiet der EU. Im Falle anderer Länder sind die rechtlichen Bestimmungen des jeweiligen Landes anzuwenden. Wir empfehlen, den Händler unseres Produkts im jeweiligen Gebiet zu kontaktieren. ANMERKUNGEN / HINWEISE Die Nichtbeachtung der Empfehlungen der vorliegenden Hinweise kann u.a. zu Bränden, Verbrennungen, Stromschlägen, physischen Verletzungen und anderen materiellen und immateriellen Schäden führen. Zusätzliche Informationen zu den Produkten der Marke Kanlux sind auf der Seite www.kanlux.com erhältlich. Kanlux SA haftet nicht für Schäden, die aus dem Nichtbeachten der Empfehlungen der vorliegenden Hinweise resultieren. Die Firma Kanlux SA behält sich Recht vor, Änderungen an der Bedienungsanleitung einzuführen - die aktuelle Version zum Herunterladen auf www.kanlux.com. [27,834,528,1004]
section-it [548,403,1049,581]
pictogram-code: P21 [448,357,465,366]
section-si [1095,1392,1596,1543]
pictogram-code: P10 [155,285,172,295]
section-sk-continued [1095,17,1596,106]
pictogram-p4 [254,214,322,270]
distributor-addresses: (PL) Kanlux SA, ul. Objazdowa 1-3, 41-922 Radzionków (CZ) Distributor: Kanlux s.r.o., Sadová 678, 738 01 Frýdek-Místek (SK) Distribútor: Kanlux s.r.o., Žilinská 2176/28, 911 05 Trenčín (HU) Forgalmazza: Kanlux Kft., 9026 Győr, Bácsai út 153/b (UA) TOB «КАНЛЮКС», 08130, Київська область, Києво-Святошинський район, с.Петропавлівська Борщагівка, вул. Соборна, будинок 1-Б, офіс 617 (RO) Kanlux Lighting S.R.L. Oltenitei 249 Popesti Leordeni. 077160, Ilfov (RU) ООО Канлюкс, 142100, Московская обл., г. Подольск, Московский проспект, 31, Российская Федерация; ООО Канлюкс Электрический Хокейнс, ул. Комсомольская, д. 1, 142100, г. Подольск, Московская обл., Российская Федерация, (BG) Kanlux EOOD, Warehouse area Gopet Logistics, 1532 Kazichene, Sofia, ph:+359 2 42 19 623 (DE) Kanlux GmbH, Flughafen 27, 44319 Dortmund (FR) Kanlux France SAS, 2248 Rue Marcadet, 75 018 Paris (GB) Kanlux Ltd, 2703 Sugar Mill Business Park, Oakhurst Road, LS11 7HL Leeds [27,160,528,195]
ukca-mark-icon: UK CA [59,376,78,404]
pictogram-code: P3 [167,214,178,224]
pictogram-p7 [461,214,528,270]
led-replaceable-icon: ⚙ [215,376,257,405]
weee-bin-icon: 🗑 [473,378,501,402]
language-heading: CZ [548,1521,565,1535]
luminous-flux-text: 1400lm 3000K / 1600lm 4000K / 1550lm 6500K [173,240,245,255]
section-hu [1095,330,1596,487]
pictogram-code: P16 [30,357,46,366]
section-text: SCOPUL / FOLOSIREA Produsul destinat utilizării în gospodării și de uz general. MONTAJUL Modificări tehnice rezervate. Înainte de a trece la montaj trebuie citite instrucțiunile. Persoana care instalează ar trebui să fie cu autorizația competentă. Orice acțiune face după oprirea alimentării. Trebuie făcută atenție mare. Schematică montajului: a se vedea imagini. Înainte de prima utilizare, asigurați-vă că fixarea mecanică și conexiunea electrică sunt corecte. Produsul poate fi conectat la rețea, care sa corespundă standardelor de calitate definite de legislația de energie. CARACTERISTICE FUNCȚIONALE Utilizați numai în interioare. RECOMANDĂRILE DE OPERARE / INTREȚINERE Întreținerea poate să fie efectuate după deconectarea de la putere după ce produsul s-a răcit. Curățați numai cu țesături delicate și uscate. Nu folosiți detergenți chimici. A nu se acoperi produsul. Asigurați accesul liber de aer. Produsul poate fi încălzit până la temperaturi ridicate. ATENȚIE! A nu se fixa lumina diodei / diodelor LED. Produsul cu alimentarea exclusiv cu tensiunea nominală sau în tensiunea din intervalul specificat. Este interzisă folosirea produsului fără sau cu geam de protecție crăpat. Nu se utilizează produsul în locuri unde există condiții de mediu nefavorabile, cum ar fi praf, apă, umiditate, vibrații, atmosferă explozivă, vapori sau fumuri chimice etc. În zona de funcționare a perturbațiilor electromagnetice puternice pot apărea perturbări în funcționarea produsului. EXPLICAREA DE MARCĂRI ȘI SIMBOLURILE UTILIZATE P1: Tensiunea nominală, frecvență. P2: Putere nominală. P3: Flux de lumină nominal. P4: Fluxul de lumină nominal. Fluxul luminos specificat se referă la sursa de lumină utilizată (modul LED). P5: Rezistență nominală. P6: Temperatura de culoare. P7: Indicele de culori. P8: Certificatul de conformitate confirmă calitatea producției cu standardele aprobate pe teritoriul Uniunii Vamale. P9: Clasa II. Produsele, în care protecția împotriva șocurilor electrice îndeplinește, în afară de izolația de bază, aplică izolare dublă sau întărită. P10: Simbolul indică distanța minimă pe care corpul de iluminat (sursa sa de lumină) o poate avea de la locurile și obiectele iluminate. P11: Utilizați numai în interioare. P12: Protecția împotriva corpurilor solide mai mari de 12mm. P13: Produsul poate fi utilizat doar cu o rama de sticlă de protecție. Trebuie să înlocuiți imediat fisurate sau deteriorate lentile sau ecran de protecție. P14: Produs este conform cu Directivele Uniunii Europene (UE). P15: Produsul nu funcționează cu dimmere de iluminat. P16: Produsul îndeplinește cerințele reglementărilor aplicabile în Marea Britanie (UK). P17: Produsul îndeplinește cerințele reglementărilor tehnice aplicabile în Ucraina. P18: Sursa de lumină cu LED poate fi înlocuită numai de personal calificat (doar departamentul tehnic Kanlux). P19: Dispozitivele de control pot fi înlocuite doar de personal calificat (doar service Kanlux). P20: Acest produs conține o sursă de lumină cu clasa de eficiență energetică D. PROTECȚIE MEDIULUI Ai grijă de curățenia și a mediului. Vă recomandăm segregarea de deșeuri după ambalaje. P21: Acest marcaj indică necesitatea de colectarea separată a deșeurilor de echipamente electrice și electronice. Produsele, astfel etichetate, sub sancțiunea amenzii, nu vor putea fi aruncate împreună cu alte deșeuri. Aceste produse pot fi dăunătoare pentru mediu și sănătatea umană, și necesită formă specială de tratare / valorificare / reciclare / eliminare. Produsele etichetate astfel ar trebui să fie predate la punctele de colectare a deșeurilor de echipamente electrice și electronice. Informații despre punctele de colectare sunt oferite de autoritățile locale sau de vânzătorii de astfel de echipamente. Echipamentele uzate pot fi de asemenea predate vânzătorului în cazul achiziționării de echipamente noi, într-o cantitate ce nu depășește echipamentul nou achiziționat de același fel. Regulile de mai sus se referă la teritoriul Uniunii Europene. În cazul altor țări, trebuie aplicate reglementările legale în vigoare în țara respectivă. Vă recomandăm contactul cu distribuitorul produselor noastre în zona respectivă. COMENTARII / SUGESTII Nu respectarea recomandărilor din aceste instrucțiuni poate duce la incendii, arsuri, șoc electric, leziuni fizice și alte daune materiale și nemateriale. Informații suplimentare despre produsele Kanlux sunt disponibile pe www.kanlux.com. Kanlux SA nu este responsabilă pentru consecințele care rezultă din nerespectarea recomandărilor din aceste instrucțiuni. Compania Kanlux SA își rezervă dreptul de a introduce modificări în instrucțiuni - versiunea actuală poate fi descărcată de pe www.kanlux.com. [1095,863,1596,1012]
protective-glass-icon: ⊘ [359,306,386,333]
section-text: NAMEN / UPORABA Proizvod namenjen hišni in splošni uporabi. MONTAŽA Tehnične spremembe pridržane. Pred montažo preberite navodila za uporabo. Montažo sme opraviti oseba, ki ima primerne kvalifikacije. Montaža naj se izvaja pri izklopljenem napajanju. Bodite posebej previdni. Shema montaže: glejte slike. Pred prvo uporabo se prepričajte, da sta mehanska pritrditev in električna povezava pravilni. Izdelek se lahko priključi na napajalno omrežje, ki izpolnjuje zakonsko določene standarde kakovosti energije. FUNKCIONALNI ZNAČAJI Proizvod uporabljati le v notranjih prostorih. NAVODILA ZA RAVNANJE / VZDRŽEVANJE Vzdrževanje izvajati ob izklopljenem napajanju in ko se izdelek ohladi. Čistite samo z mehkimi in suhimi krpami. Ne uporabljajte kemičnih čistil. Izdelka ne prekrivajte. Zagotovite prost dostop zraka. Izdelek se lahko segreje na višjo temperaturo. POZOR! Ne glejte neposredno v svetlobni snop diode/diod LED. Izdelek napajajte izključno z nazivno napetostjo ali v območju navedenih napetosti. Prepovedana je uporaba izdelka brez ali z razpokanim zaščitnim steklom. Izdelka ne uporabljajte na mestih, kjer so neugodni pogoji okolja, npr. prah, voda, vlaga, vibracije, eksplozivna atmosfera, hlapi ali kemični izpusti itd. V območju delovanja močnih elektromagnetnih motenj lahko pride do motenj v delovanju izdelka. OBJASNITVE UPORABLJENIH OZNAČITEV IN SIMBOLOV P1: Nazivna napetost, frekvenca. P2: Nazivna moč. P3: Nominalni svetlobni tok. P4: Nominalni svetlobni tok. Navedeni svetlobni tok se nanaša na uporabljeni vir svetlobe (modul LED). P5: Nominalna trajnost. P6: Barvna temperatura. P7: Koeficient oddajanja barv. P8: Potrdilo o skladnosti kakovosti proizvodnje s standardi, ki so potrjeni na ozemlju carinske unije. P9: 2. razred. Proizvod, pri katerem zaščito pred električnim šokom, poleg osnovne izolacije, zagotavlja tudi dvojna ali ojačana izolacija. P10: Simbol označuje minimalno razdaljo, ki jo mora imeti svetilka (njen svetlobni vir) od osvetljenih mest in predmetov. P11: Proizvod uporabljati samo v notranjih prostorih. P12: Zaščita pred trdnimi telesi z velikostjo več kot 12mm. P13: Proizvod uporabljajte samo v svetilki z zaščitnim steklom. Takoj zamenjajte razpokan ali poškodovan senčnik, zaslon ali zaščitno steklo. P14: Proizvod izpolnjuje zahteve Direktiv Evropske Unije (EU). P15: Izdelek ne sodeluje z regulatorji svetlobe. P16: Izdelek izpolnjuje zahteve predpisov, ki veljajo v Veliki Britaniji (UK). P17: Izdelek izpolnjuje zahteve tehničnih predpisov, ki veljajo v Ukrajini. P18: LED svetlobni vir lahko zamenja samo usposobljeno osebje (samo s strani servisa Kanlux). P19: Krmilno opremo lahko zamenja samo usposobljeno osebje (samo servis Kanlux). P20: Ta izdelek vsebuje svetlobni vir razreda energetske učinkovitosti D. VARSTVO OKOLJA Skrbite za čistočo okolja in čistočo. Priporočamo segregacijo embalažnih odpadkov. P21: Ta označba pomeni, da je selektivno zbiranje izrabljenih električnih in elektronskih izdelkov obvezno. Tako označeni izdelki ne smejo biti zavrženi skupaj z drugimi odpadki, sicer se kaznuje z globo. Ti izdelki so lahko škodljivi za okolje in zdravje ljudi ter zahtevajo posebno obliko predelave / recikliranja / odstranjevanja. Tako označene izdelke je treba oddati na zbirno mesto za odpadno električno in elektronsko opremo. Informacije o zbirnih mestih dajejo lokalni organi ali prodajalci tovrstne opreme. Odpadno opremo lahko vrnete tudi prodajalcu ob nakupu nove opreme, v količini, ki ne presega količine nove kupljene opreme iste vrste. Zgornja pravila veljajo za območje Evropske unije. V primeru drugih držav je treba uporabljati predpise, ki veljajo v posamezni državi. Priporočamo stik z distributerjem naših izdelkov na danem območju. OPOMBE / POMOČ Neupoštevanje navodil iz tega navodila lahko povzroči požar, opekline, električni udar, fizične poškodbe in drugo materialno in nematerialno škodo. Dodatne informacije o izdelkih znamke Kanlux najdete na www.kanlux.com. Kanlux SA ni odgovorna za posledice, ki izhajajo iz neupoštevanja teh navodil. Podjetje Kanlux SA si pridržuje pravico do sprememb navodil - veljavno različico je mogoče prenesti s strani www.kanlux.com. [1095,1407,1596,1542]
section-ro-md [1095,849,1596,1013]
section-text: DESTINATION / APPLICATION Produit destiné à l'utilisation dans les ménages et aux destinations générales. INSTALLATION Modifications techniques réservées. Avant de commencer l'installation lire le mode d'emploi. Installation doit être effectuée par une personne possédant les certificats d'aptitude convenables. Toutes les opérations doivent être effectuées avec la tension débranchée. Il faut rester très prudent. Schéma de l'installation: voir les images. Avant la première mise en marche il faut s'assurer si la fixation mécanique est correcte et si le produit est bien connecté à l'électricité. Produit peut être branché au réseau d'alimentation qui est conforme aux standards de qualité d'énergie définis par la loi. CARACTÉRISTIQUES FONCTIONNELLES Utiliser le produit uniquement à l'intérieur des locaux. RECOMMANDATIONS D'EXPLOITATION / MAINTENANCE Faire l'entretien avec l'alimentation coupée une fois le produit refroidi. Nettoyer uniquement avec les tissus secs et délicats. On ne peut pas utiliser les produits nettoyants chimiques. Ne pas couvrir le produit. Il faut assurer l'accès d'air. Le produit peut chauffer jusqu'à la température élevée. ATTENTION! Ne pas fixer les yeux sur la lumière de la diode/diodes LED. Produit à alimenter à l'aide de la tension nominale ou dans les limites des tensions indiquées. Il est interdit d'utiliser le produit avec le couvercle de protection endommagé. Le produit ne peut pas être utilisé dans l'endroit avec les conditions défavorables par exemple: poussière, eau, humidité, vibrations, atmosphère explosive, vapeurs ou fumées chimiques, etc. Dans la zone de l'influence de fortes perturbations électromagnétiques le fonctionnement du produit peut être perturbé. EXPLICATION DES MARQUAGES ET DES SYMBOLES UTILISÉS P1: Tension nominale, fréquence. P2: Puissance nominale. P3: Flux lumineux nominal. P4: Flux lumineux nominal. Le flux lumineux mentionné se rapporte à la source lumineuse utilisée (module LED). P5: Durée de vie nominale. P6: Température de couleur. P7: Coefficient du rendu des couleurs. P8: Certificat de conformité validant la qualité de la production avec les normes approuvées sur le territoire de l'Union douanière. P9: 2ème classe. Produit où la protection contre la commotion électrique ne constitue pas uniquement l'isolation de base, mais aussi l'isolation double ou renforcée. P10: Symbole signifie la distance minimale qui peut être entre la luminaire (sa source de lumière) et les endroits et les objets qu'il éclaire. P11: Utiliser le produit uniquement à l'intérieur des locaux. P12: Protection contre les corps solides dépassant 12mm. P13: Le produit ne peut être utilisé que dans le luminaire équipé du verre de protection. Il faut immédiatement remplacer les globes, les écrans ou les boucliers de protection cassés. P14: Produit conforme aux Directives de l'Union Européenne (UE). P15: Le produit ne fonctionne pas avec les variateurs de luminosité de la lumière. P16: Le produit est conforme à la réglementation applicable au Royaume-Uni (UK). P17: Le produit est conforme aux exigences de la réglementation technique applicable en Ukraine. P18: La source lumineuse LED ne peut être remplacée que par un personnel qualifié (uniquement par le service Kanlux). P19: L'alimentation ne peut être remplacée que par du personnel qualifié (uniquement par le service Kanlux). P20: Ce produit contient une source lumineuse d'efficacité énergétique D. PROTECTION DE L'ENVIRONNEMENT Garder la propreté et protéger l'environnement. La ségrégation des déchets d'emballage est recommandée. P21: Ce marquage informe de l'interdiction de déposer des déchets d'équipements électriques et électroniques avec les déchets ménagers. Les produits marqués de cette façon ne peuvent pas être jetés à la poubelle, sous peine d'amende. Ces produits peuvent être nuisibles à l'environnement et la santé humaine et exigent un mode spécial de traitement / récupération / recyclage / neutralisation. Les produits marqués de la sorte doivent être rendus au point de collecte des déchets d'équipements électriques et électroniques. Les informations sur les points de collecte sont fournies par les autorités locales ou les vendeurs de ce type de produits. Les équipements usagés peuvent être également rendus au vendeur en cas d'achat de nouveau matériel, du même type et en nombre identique. Les principes mentionnés ci-dessus concernent le territoire de l'Union européenne. Pour les autres pays, il faut appliquer les réglementations en vigueur dans le pays concerné. Nous recommandons de contacter le distributeur de nos produits sur le territoire donné. REMARQUES / INDICATIONS La non-observation des indications du présent mode d'emploi peut entraîner par exemple aux incendies, aux brûlures, à la commotion électrique, aux lésions physiques et aux autres dommages matériels et immatériels. Les informations supplémentaires concernant les produits de la marque Kanlux sont accessibles sur le site www.kanlux.com. Kanlux SA n'encourt pas de responsabilité pour les dommages résultant de la non-observation des indications du présent mode d'emploi. Kanlux SA se réserve le droit d'apporter des modifications à l'instruction - la version actuelle peut être téléchargée à partir du site www.kanlux.com. [27,1376,528,1546]
pictogram-p13 [341,285,404,341]
section-bg [1095,1907,1596,2044]
bulb-icon: 💡 [119,233,141,254]
min-distance-text: 0,5m [173,313,195,324]
document-code-main: 2025/10-1 [469,33,517,44]
rated-flux-text: 2400lm [266,240,310,256]
language-heading: RO/MD [1095,848,1137,862]
clock-icon: ◷ [349,236,364,253]
language-heading: HU [1095,329,1113,343]
pictogram-p21 [446,357,528,413]
language-heading: IT [548,402,559,417]
color-temp-text: 3000K 4000K 6500K [394,244,457,251]
pictogram-row-1 [27,214,528,270]
cri-text: CRI>80 [482,253,506,259]
language-heading: EN [27,435,45,449]
